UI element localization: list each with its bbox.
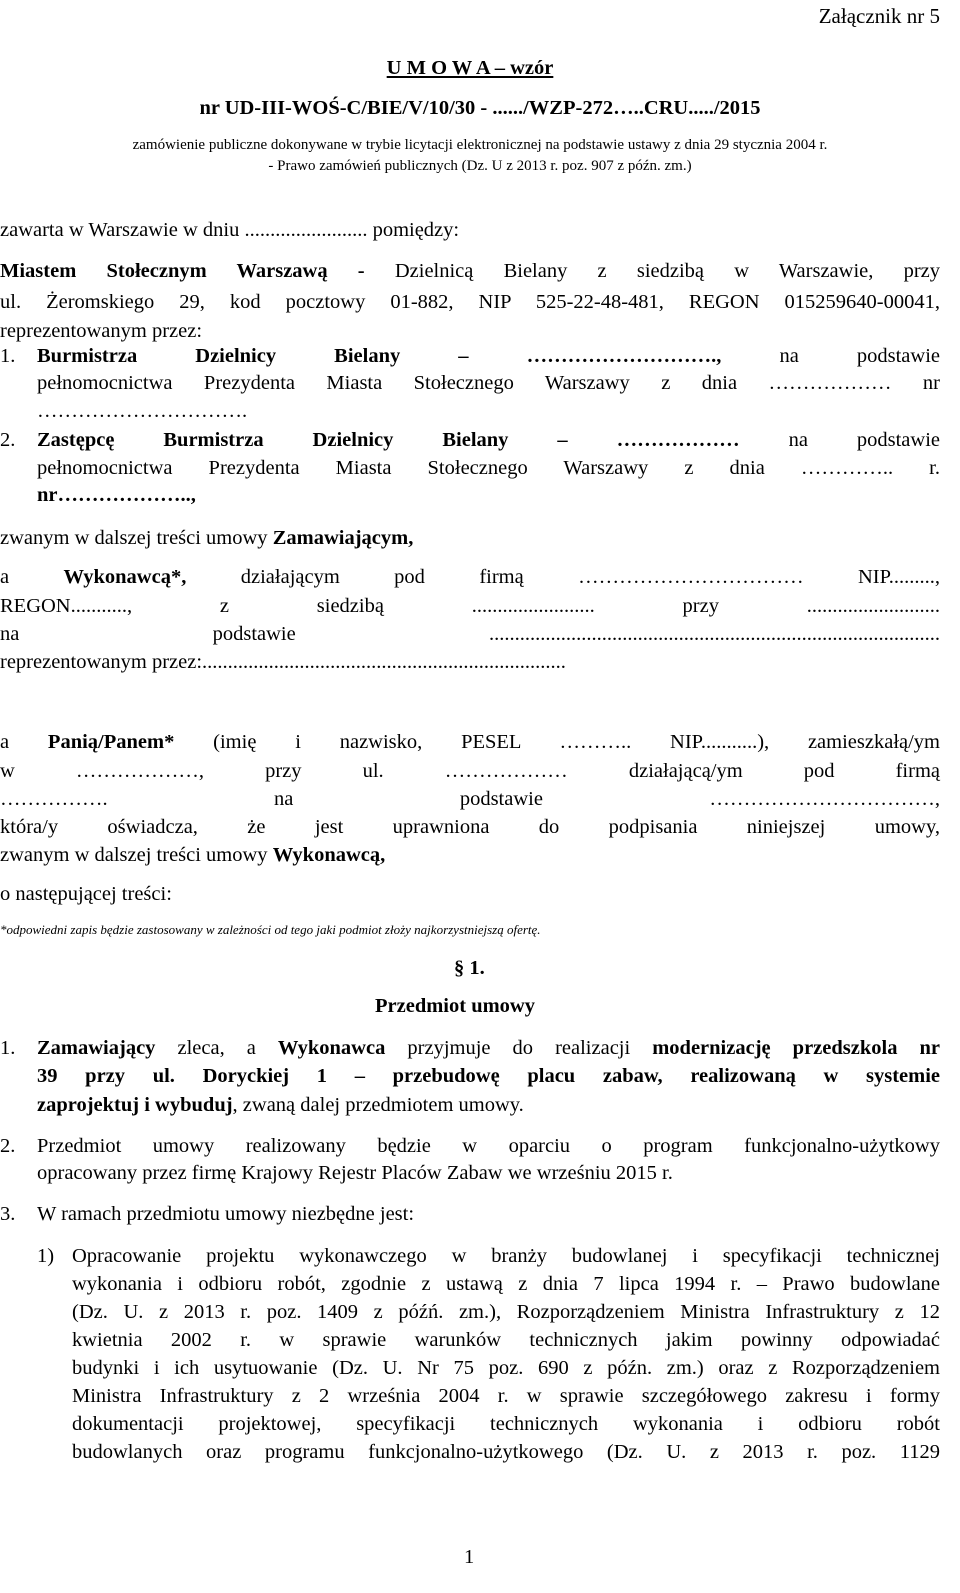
contract-number: nr UD-III-WOŚ-C/BIE/V/10/30 - ....../WZP-272…..CRU...../2015	[199, 97, 761, 119]
rep2-line3: nr………………..,	[37, 484, 196, 506]
party3-line1: a Panią/Panem* (imię i nazwisko, PESEL ……….. NIP...........), zamieszkałą/ym	[0, 731, 940, 753]
rep1-line2: pełnomocnictwa Prezydenta Miasta Stołecznego Warszawy z dnia ……………… nr	[37, 372, 940, 394]
subitem1-line-5: budynki i ich usytuowanie (Dz. U. Nr 75 poz. 690 z późn. zm.) oraz z Rozporządzeniem	[72, 1357, 940, 1379]
subtitle-line-2: - Prawo zamówień publicznych (Dz. U z 2013 r. poz. 907 z późn. zm.)	[268, 158, 692, 174]
item1-number: 1.	[0, 1037, 16, 1059]
subitem1-line-3: (Dz. U. z 2013 r. poz. 1409 z późń. zm.), Rozporządzeniem Ministra Infrastruktury z 12	[72, 1301, 940, 1323]
party2-line1: a Wykonawcą*, działającym pod firmą …………………………… NIP.........,	[0, 566, 941, 588]
document-title: U M O W A – wzór	[386, 57, 554, 79]
rep2-line1: Zastępcę Burmistrza Dzielnicy Bielany – ……………… na podstawie	[37, 429, 940, 451]
rep2-line2: pełnomocnictwa Prezydenta Miasta Stołecznego Warszawy z dnia ………….. r.	[37, 457, 940, 479]
subitem1-line-8: budowlanych oraz programu funkcjonalno-użytkowego (Dz. U. z 2013 r. poz. 1129	[72, 1441, 940, 1463]
rep1-line3: ………………………….	[37, 400, 248, 422]
called-zamawiajacy: zwanym w dalszej treści umowy Zamawiającym,	[0, 527, 414, 549]
party3-line5: zwanym w dalszej treści umowy Wykonawcą,	[0, 844, 386, 866]
party1-line3: reprezentowanym przez:	[0, 320, 203, 342]
following-text: o następującej treści:	[0, 883, 172, 905]
subitem1-line-6: Ministra Infrastruktury z 2 września 2004 r. w sprawie szczegółowego zakresu i formy	[72, 1385, 940, 1407]
page-number: 1	[464, 1546, 475, 1568]
subitem1-line-7: dokumentacji projektowej, specyfikacji technicznych wykonania i odbioru robót	[72, 1413, 940, 1435]
party3-line4: która/y oświadcza, że jest uprawniona do podpisania niniejszej umowy,	[0, 816, 940, 838]
subitem1-number: 1)	[37, 1245, 55, 1267]
rep1-number: 1.	[0, 345, 16, 367]
rep1-line1: Burmistrza Dzielnicy Bielany – ………………………., na podstawie	[37, 345, 941, 367]
item3-number: 3.	[0, 1203, 16, 1225]
item1-line2: 39 przy ul. Doryckiej 1 – przebudowę placu zabaw, realizowaną w systemie	[37, 1065, 940, 1087]
party3-line3: ……………. na podstawie ……………………………,	[0, 788, 940, 810]
section-title: Przedmiot umowy	[375, 995, 535, 1017]
item2-line2: opracowany przez firmę Krajowy Rejestr Placów Zabaw we wrześniu 2015 r.	[37, 1162, 673, 1184]
party2-line2: REGON..........., z siedzibą ........................ przy ..........................	[0, 595, 940, 617]
item1-line1: Zamawiający zleca, a Wykonawca przyjmuje do realizacji modernizację przedszkola nr	[37, 1037, 940, 1059]
party2-line4: reprezentowanym przez:.......................................................................	[0, 651, 566, 673]
party3-line2: w ………………, przy ul. ……………… działającą/ym pod firmą	[0, 760, 940, 782]
item2-line1: Przedmiot umowy realizowany będzie w oparciu o program funkcjonalno-użytkowy	[37, 1135, 940, 1157]
rep2-number: 2.	[0, 429, 16, 451]
item2-number: 2.	[0, 1135, 16, 1157]
annex-label: Załącznik nr 5	[818, 4, 940, 28]
item1-line3: zaprojektuj i wybuduj, zwaną dalej przedmiotem umowy.	[37, 1094, 524, 1116]
party1-line1: Miastem Stołecznym Warszawą - Dzielnicą Bielany z siedzibą w Warszawie, przy	[0, 260, 940, 282]
party2-line3: na podstawie ........................................................................................	[0, 623, 940, 645]
section-number: § 1.	[454, 957, 485, 979]
subitem1-line-1: Opracowanie projektu wykonawczego w branży budowlanej i specyfikacji technicznej	[72, 1245, 940, 1267]
concluded-line: zawarta w Warszawie w dniu ........................ pomiędzy:	[0, 219, 460, 241]
subitem1-line-4: kwietnia 2002 r. w sprawie warunków technicznych jakim powinny odpowiadać	[72, 1329, 940, 1351]
party1-line2: ul. Żeromskiego 29, kod pocztowy 01-882, NIP 525-22-48-481, REGON 015259640-00041,	[0, 291, 940, 313]
subitem1-line-2: wykonania i odbioru robót, zgodnie z ustawą z dnia 7 lipca 1994 r. – Prawo budowlane	[72, 1273, 940, 1295]
subtitle-line-1: zamówienie publiczne dokonywane w trybie licytacji elektronicznej na podstawie ustawy z dnia 29 stycznia 2004 r.	[132, 137, 828, 153]
item3-line1: W ramach przedmiotu umowy niezbędne jest:	[37, 1203, 415, 1225]
footnote: *odpowiedni zapis będzie zastosowany w zależności od tego jaki podmiot złoży najkorzystniejszą ofertę.	[0, 922, 541, 937]
